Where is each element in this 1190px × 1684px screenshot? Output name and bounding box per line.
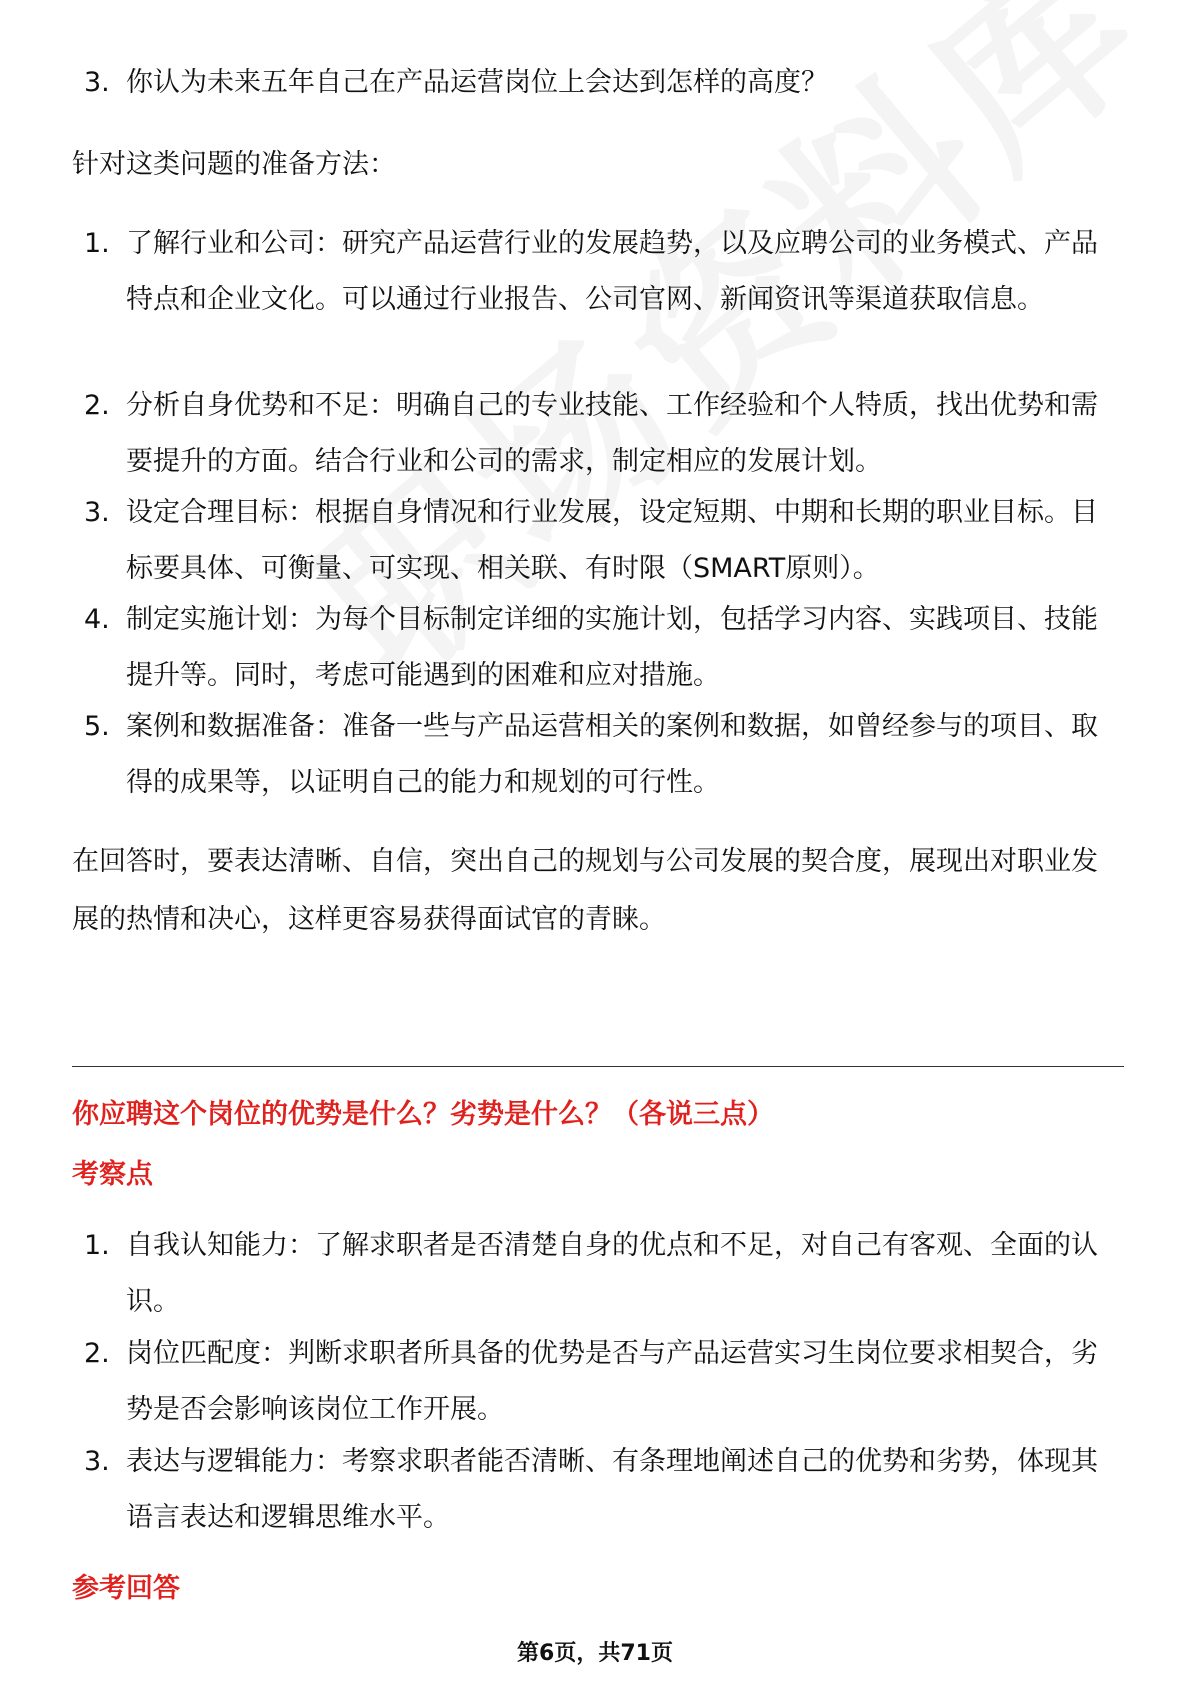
prep-intro: 针对这类问题的准备方法： [72,149,396,180]
list-text: 分析自身优势和不足：明确自己的专业技能、工作经验和个人特质，找出优势和需要提升的方面。结合行业和公司的需求，制定相应的发展计划。 [126,390,1098,477]
page-footer: 第6页，共71页 [517,1641,673,1666]
list-item [72,55,1122,111]
exam-points-heading: 考察点 [72,1159,153,1190]
list-text: 自我认知能力：了解求职者是否清楚自身的优点和不足，对自己有客观、全面的认识。 [126,1230,1098,1317]
list-number: 2. [84,1338,110,1369]
list-number: 1. [84,228,110,259]
list-text: 表达与逻辑能力：考察求职者能否清晰、有条理地阐述自己的优势和劣势，体现其语言表达和逻辑思维水平。 [126,1446,1098,1533]
list-number: 3. [84,497,110,528]
list-text: 设定合理目标：根据自身情况和行业发展，设定短期、中期和长期的职业目标。目标要具体、可衡量、可实现、相关联、有时限（SMART原则）。 [126,497,1098,584]
list-number: 3. [84,1446,110,1477]
list-number: 3. [84,67,110,98]
list-item [72,378,1122,490]
list-text: 你认为未来五年自己在产品运营岗位上会达到怎样的高度？ [126,67,828,98]
list-item [72,485,1122,597]
list-number: 5. [84,711,110,742]
list-text: 岗位匹配度：判断求职者所具备的优势是否与产品运营实习生岗位要求相契合，劣势是否会影响该岗位工作开展。 [126,1338,1098,1425]
list-item [72,592,1122,704]
section-divider [72,1066,1124,1067]
list-number: 2. [84,390,110,421]
list-item [72,216,1122,328]
list-text: 了解行业和公司：研究产品运营行业的发展趋势，以及应聘公司的业务模式、产品特点和企业文化。可以通过行业报告、公司官网、新闻资讯等渠道获取信息。 [126,228,1098,315]
list-item [72,1326,1122,1438]
list-text: 制定实施计划：为每个目标制定详细的实施计划，包括学习内容、实践项目、技能提升等。同时，考虑可能遇到的困难和应对措施。 [126,604,1098,691]
list-item [72,1218,1122,1330]
list-item [72,699,1122,811]
question-heading: 你应聘这个岗位的优势是什么？劣势是什么？（各说三点） [72,1099,774,1130]
list-number: 4. [84,604,110,635]
list-text: 案例和数据准备：准备一些与产品运营相关的案例和数据，如曾经参与的项目、取得的成果等，以证明自己的能力和规划的可行性。 [126,711,1098,798]
closing-paragraph: 在回答时，要表达清晰、自信，突出自己的规划与公司发展的契合度，展现出对职业发展的热情和决心，这样更容易获得面试官的青睐。 [72,846,1098,935]
list-item [72,1434,1122,1546]
reference-answer-heading: 参考回答 [72,1573,180,1604]
list-number: 1. [84,1230,110,1261]
